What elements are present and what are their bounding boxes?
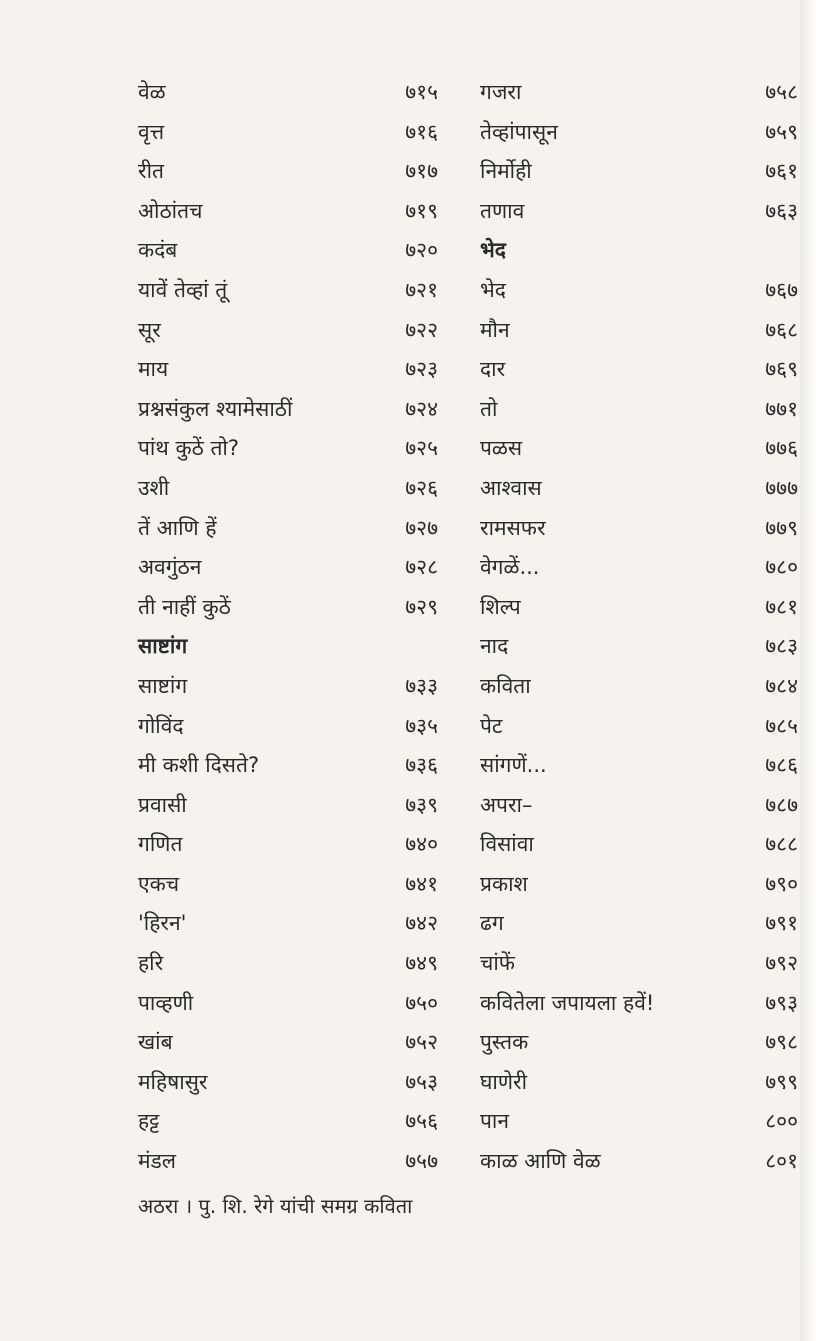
toc-entry-title: साष्टांग [138, 673, 188, 698]
toc-entry-page: ७६३ [765, 198, 798, 223]
toc-row [138, 666, 798, 706]
toc-entry-title: काळ आणि वेळ [480, 1149, 601, 1174]
toc-row [138, 349, 798, 389]
toc-entry-page: ७१७ [405, 159, 438, 184]
toc-row [138, 1022, 798, 1062]
toc-entry-page: ८०१ [765, 1149, 798, 1174]
toc-entry-title: वेगळें... [480, 555, 540, 580]
toc-entry-title: शिल्प [480, 594, 521, 619]
toc-entry-page: ७४० [405, 832, 438, 857]
toc-row [138, 824, 798, 864]
toc-entry-title: गजरा [480, 80, 522, 104]
toc-entry-title: मौन [480, 317, 510, 342]
toc-entry-page: ७५९ [765, 119, 798, 144]
toc-entry-title: ती नाहीं कुठें [138, 594, 231, 619]
toc-entry-page: ७२९ [405, 594, 438, 619]
toc-entry-page: ७१९ [405, 198, 438, 223]
toc-entry-page: ८०० [765, 1109, 798, 1134]
toc-row [138, 428, 798, 468]
toc-entry-title: ढग [480, 911, 504, 936]
toc-row [138, 745, 798, 785]
toc-entry-title: खांब [138, 1030, 173, 1055]
toc-row [138, 547, 798, 587]
toc-entry-page: ७७१ [765, 396, 798, 421]
toc-entry-page: ७५८ [765, 80, 798, 104]
toc-row [138, 864, 798, 904]
toc-entry-title: प्रकाश [480, 871, 528, 896]
toc-row [138, 1062, 798, 1102]
toc-entry-page: ७८३ [765, 634, 798, 659]
toc-row [138, 1101, 798, 1141]
toc-entry-page: ७२५ [405, 436, 438, 461]
toc-entry-title: एकच [138, 871, 180, 896]
toc-entry-page: ७२१ [405, 277, 438, 302]
toc-entry-page: ७४९ [405, 951, 438, 976]
toc-entry-title: सूर [138, 317, 161, 342]
toc-entry-title: गोविंद [138, 713, 184, 738]
toc-row [138, 230, 798, 270]
toc-entry-title: अवगुंठन [138, 555, 202, 580]
toc-entry-page: ७२२ [405, 317, 438, 342]
toc-entry-page: ७२० [405, 238, 438, 263]
toc-entry-page: ७४१ [405, 871, 438, 896]
toc-entry-page: ७८५ [765, 713, 798, 738]
toc-entry-page: ७३९ [405, 792, 438, 817]
toc-entry-title: ओठांतच [138, 198, 203, 223]
toc-entry-title: पान [480, 1109, 510, 1134]
toc-entry-page: ७६१ [765, 159, 798, 184]
toc-entry-title: 'हिरन' [138, 911, 187, 936]
toc-entry-page: ७१६ [405, 119, 438, 144]
toc-entry-title: तणाव [480, 198, 525, 223]
toc-entry-title: तें आणि हें [138, 515, 217, 540]
toc-entry-page: ७३६ [405, 753, 438, 778]
toc-row [138, 112, 798, 152]
toc-entry-title: पेट [480, 713, 503, 738]
toc-entry-page: ७८४ [765, 673, 798, 698]
toc-row [138, 983, 798, 1023]
toc-entry-page: ७५० [405, 990, 438, 1015]
toc-row [138, 389, 798, 429]
toc-entry-title: दार [480, 357, 506, 382]
toc-entry-page: ७९१ [765, 911, 798, 936]
toc-entry-title: भेद [480, 277, 506, 302]
toc-entry-page: ७२७ [405, 515, 438, 540]
toc-entry-page: ७९८ [765, 1030, 798, 1055]
toc-entry-page: ७६८ [765, 317, 798, 342]
toc-entry-title: पांथ कुठें तो? [138, 436, 240, 461]
page-footer: अठरा । पु. शि. रेगे यांची समग्र कविता [138, 1194, 413, 1218]
toc-entry-title: वेळ [138, 80, 166, 104]
toc-entry-title: पाव्हणी [138, 990, 194, 1015]
toc-entry-title: आश्वास [480, 475, 542, 500]
toc-entry-title: पळस [480, 436, 523, 461]
toc-entry-title: कवितेला जपायला हवें! [480, 990, 655, 1015]
toc-row [138, 508, 798, 548]
toc-entry-page: ७९३ [765, 990, 798, 1015]
toc-entry-page: ७७६ [765, 436, 798, 461]
toc-entry-title: पुस्तक [480, 1030, 529, 1055]
toc-entry-page: ७१५ [405, 80, 438, 104]
toc-entry-page: ७९२ [765, 951, 798, 976]
toc-entry-title: कदंब [138, 238, 178, 263]
toc-entry-title: विसांवा [480, 832, 534, 857]
section-heading: साष्टांग [138, 634, 188, 659]
toc-row [138, 587, 798, 627]
toc-entry-title: प्रवासी [138, 792, 187, 817]
toc-entry-title: सांगणें... [480, 753, 547, 778]
toc-entry-page: ७८० [765, 555, 798, 580]
toc-entry-title: तो [480, 396, 498, 421]
toc-row [138, 943, 798, 983]
toc-row [138, 903, 798, 943]
toc-row [138, 72, 798, 112]
toc-entry-page: ७२६ [405, 475, 438, 500]
toc-entry-title: माय [138, 357, 169, 382]
toc-row [138, 191, 798, 231]
toc-entry-title: हट्ट [138, 1109, 160, 1134]
toc-row [138, 151, 798, 191]
toc-row [138, 1141, 798, 1181]
toc-entry-page: ७५७ [405, 1149, 438, 1174]
toc-row [138, 785, 798, 825]
table-of-contents [138, 72, 798, 1181]
toc-entry-page: ७२८ [405, 555, 438, 580]
toc-entry-title: घाणेरी [480, 1069, 528, 1094]
toc-entry-title: निर्मोही [480, 159, 532, 184]
toc-entry-title: महिषासुर [138, 1069, 208, 1094]
toc-entry-page: ७४२ [405, 911, 438, 936]
toc-entry-title: उशी [138, 475, 170, 500]
toc-entry-page: ७८६ [765, 753, 798, 778]
toc-entry-page: ७२३ [405, 357, 438, 382]
toc-entry-title: गणित [138, 832, 183, 857]
toc-entry-title: तेव्हांपासून [480, 119, 558, 144]
toc-entry-title: वृत्त [138, 119, 165, 144]
toc-row [138, 626, 798, 666]
toc-entry-page: ७६७ [765, 277, 798, 302]
toc-entry-page: ७३३ [405, 673, 438, 698]
toc-entry-title: नाद [480, 634, 509, 659]
toc-entry-page: ७९९ [765, 1069, 798, 1094]
toc-entry-page: ७९० [765, 871, 798, 896]
toc-row [138, 706, 798, 746]
toc-entry-title: रीत [138, 159, 164, 184]
toc-entry-title: कविता [480, 673, 531, 698]
toc-entry-title: चांफें [480, 951, 515, 976]
toc-entry-title: हरि [138, 951, 164, 976]
toc-entry-page: ७८७ [765, 792, 798, 817]
toc-row [138, 468, 798, 508]
toc-entry-title: यावें तेव्हां तूं [138, 277, 228, 302]
toc-entry-page: ७५२ [405, 1030, 438, 1055]
toc-row [138, 270, 798, 310]
toc-entry-title: मंडल [138, 1149, 177, 1174]
toc-entry-title: मी कशी दिसते? [138, 753, 260, 778]
page-edge [800, 0, 816, 1341]
toc-entry-title: अपरा– [480, 792, 533, 817]
toc-entry-title: प्रश्नसंकुल श्यामेसाठीं [138, 396, 293, 421]
toc-row [138, 310, 798, 350]
toc-entry-title: रामसफर [480, 515, 546, 540]
toc-entry-page: ७७९ [765, 515, 798, 540]
section-heading: भेद [480, 238, 506, 263]
toc-entry-page: ७५६ [405, 1109, 438, 1134]
toc-entry-page: ७६९ [765, 357, 798, 382]
toc-entry-page: ७५३ [405, 1069, 438, 1094]
toc-entry-page: ७२४ [405, 396, 438, 421]
toc-entry-page: ७८१ [765, 594, 798, 619]
toc-entry-page: ७७७ [765, 475, 798, 500]
toc-entry-page: ७३५ [405, 713, 438, 738]
toc-entry-page: ७८८ [765, 832, 798, 857]
